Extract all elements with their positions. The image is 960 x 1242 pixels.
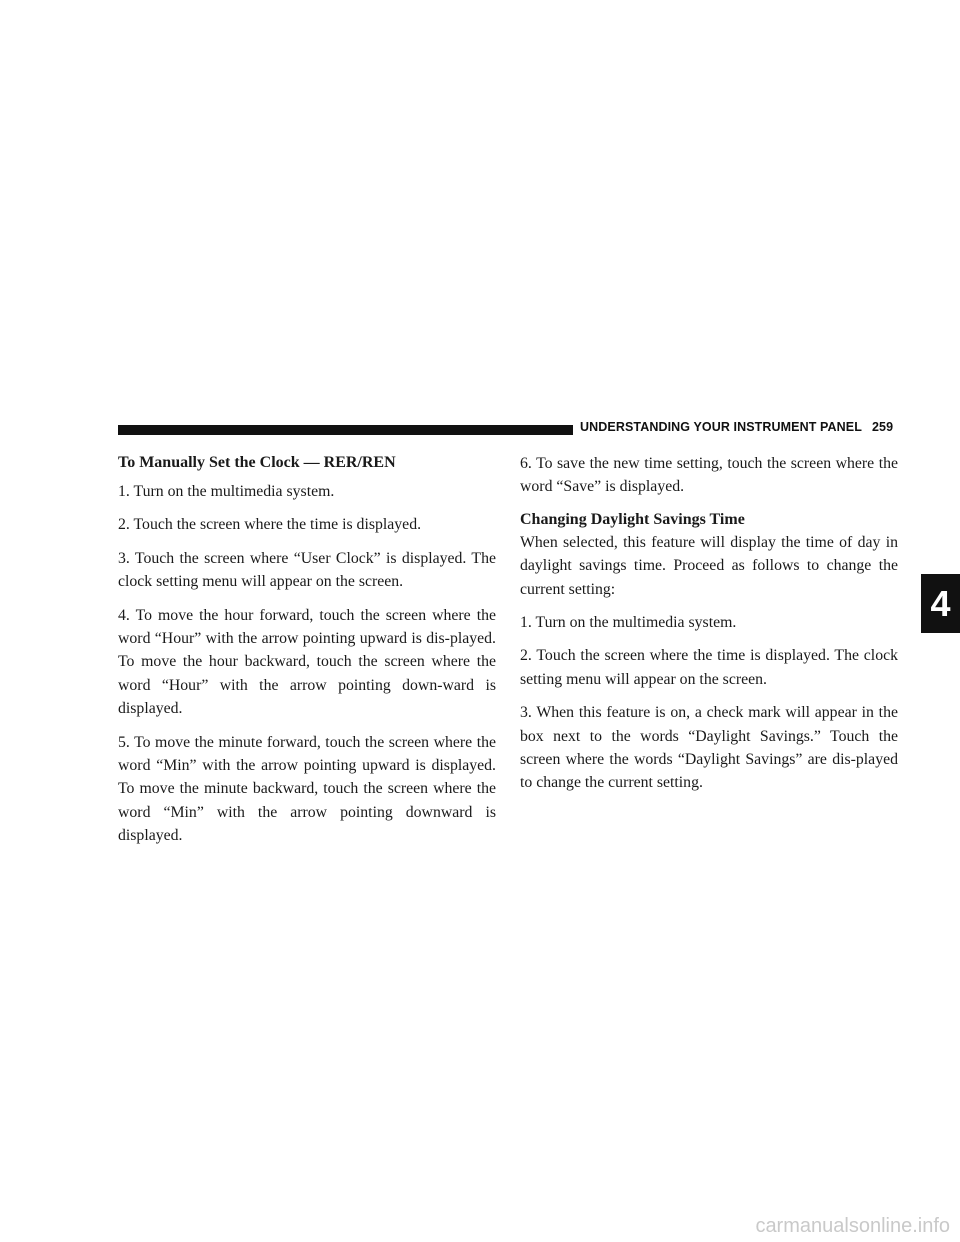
right-column [520, 452, 898, 805]
section-title: UNDERSTANDING YOUR INSTRUMENT PANEL [580, 420, 862, 434]
body-paragraph: When selected, this feature will display the time of day in daylight savings time. Proceed as follows to change the current setting: [520, 533, 898, 598]
step-paragraph: 2. Touch the screen where the time is displayed. [118, 516, 422, 534]
left-column [118, 452, 496, 858]
section-heading-manual-clock: To Manually Set the Clock — RER/REN [118, 454, 396, 471]
step-paragraph: 6. To save the new time setting, touch the screen where the word “Save” is displayed. [520, 455, 898, 496]
step-paragraph: 3. When this feature is on, a check mark will appear in the box next to the words “Daylight Savings.” Touch the screen where the words “Daylight Savings” are dis-played to change the current setting. [520, 704, 898, 792]
step-paragraph: 2. Touch the screen where the time is displayed. The clock setting menu will appear on the screen. [520, 647, 898, 688]
step-paragraph: 3. Touch the screen where “User Clock” is displayed. The clock setting menu will appear on the screen. [118, 549, 496, 591]
step-paragraph: 1. Turn on the multimedia system. [118, 483, 335, 500]
step-paragraph: 5. To move the minute forward, touch the screen where the word “Min” with the arrow pointing upward is displayed. To move the minute backward, touch the screen where the word “Min” with the arrow pointing downward is displayed. [118, 733, 496, 845]
running-header [580, 420, 893, 434]
header-rule [118, 425, 573, 435]
step-paragraph: 1. Turn on the multimedia system. [520, 614, 737, 632]
chapter-tab: 4 [921, 574, 960, 633]
watermark: carmanualsonline.info [755, 1215, 950, 1237]
step-paragraph: 4. To move the hour forward, touch the screen where the word “Hour” with the arrow pointing upward is dis-played. To move the hour backward, touch the screen where the word “Hour” with the arrow pointing down-ward is displayed. [118, 606, 496, 718]
section-heading-daylight-savings: Changing Daylight Savings Time [520, 510, 745, 528]
page-number: 259 [871, 420, 894, 434]
